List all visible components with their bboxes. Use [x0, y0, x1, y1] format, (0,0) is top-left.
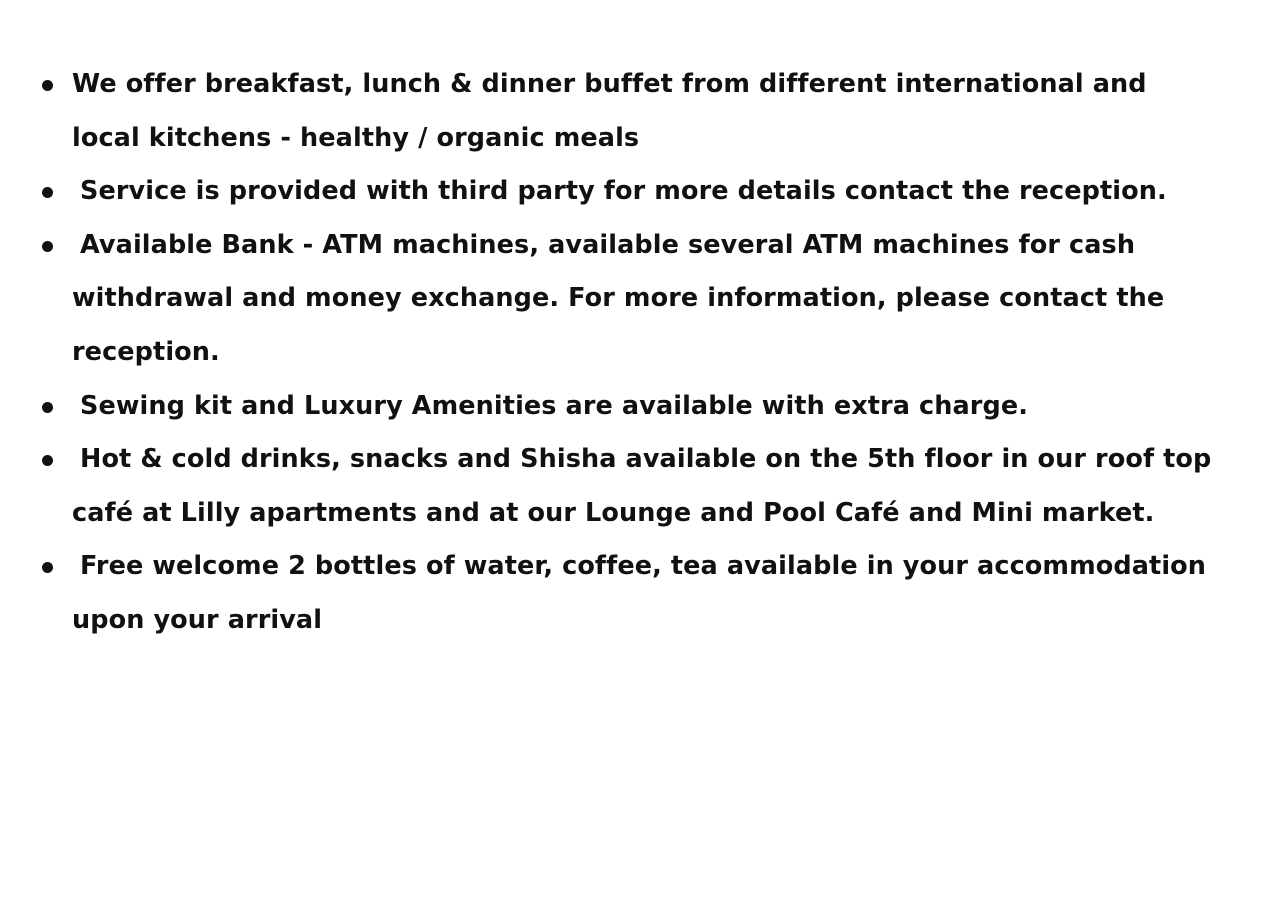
list-item — [0, 165, 1220, 219]
list-item — [0, 219, 1220, 380]
list-item-text: Hot & cold drinks, snacks and Shisha available on the 5th floor in our roof top café at Lilly apartments and at our Lounge and Pool Café and Mini market. — [72, 444, 1212, 528]
bullet-icon — [42, 187, 53, 198]
list-item-text: Service is provided with third party for more details contact the reception. — [80, 176, 1167, 207]
bullet-icon — [42, 562, 53, 573]
list-item — [0, 380, 1220, 434]
list-item-text: We offer breakfast, lunch & dinner buffet from different international and local kitchens - healthy / organic meals — [72, 69, 1147, 153]
list-item-text: Free welcome 2 bottles of water, coffee, tea available in your accommodation upon your arrival — [72, 551, 1207, 635]
list-item — [0, 58, 1220, 165]
bullet-icon — [42, 80, 53, 91]
services-bullet-list — [0, 58, 1220, 648]
list-item-text: Available Bank - ATM machines, available several ATM machines for cash withdrawal and money exchange. For more information, please contact the reception. — [72, 229, 1165, 367]
bullet-icon — [42, 402, 53, 413]
list-item-text: Sewing kit and Luxury Amenities are available with extra charge. — [80, 390, 1029, 421]
bullet-icon — [42, 455, 53, 466]
bullet-icon — [42, 241, 53, 252]
list-item — [0, 540, 1220, 647]
list-item — [0, 433, 1220, 540]
